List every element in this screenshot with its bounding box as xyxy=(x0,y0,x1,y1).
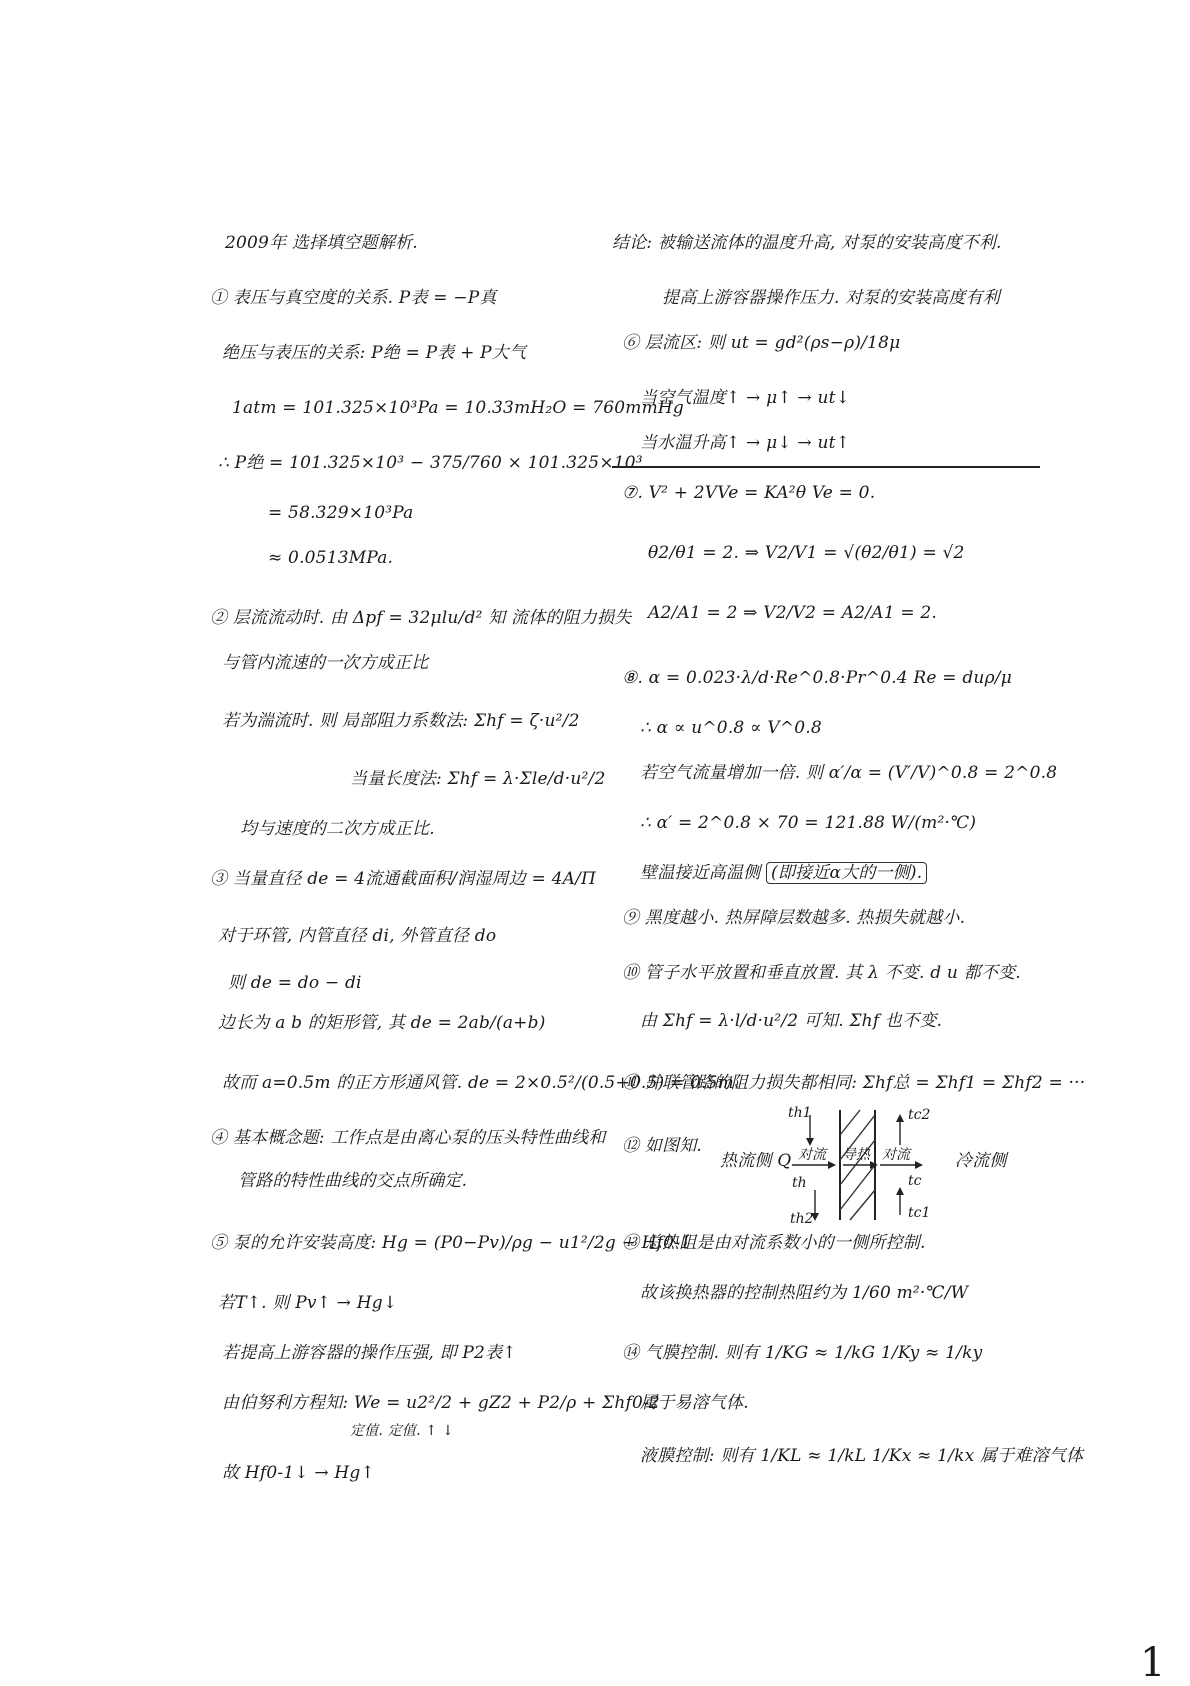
label-th2: th2 xyxy=(790,1211,814,1225)
label-conduction: 导热 xyxy=(842,1147,870,1163)
item-8-text: ⑧. α = 0.023·λ/d·Re^0.8·Pr^0.4 Re = duρ/μ xyxy=(622,668,1012,688)
conclusion-1: 结论: 被输送流体的温度升高, 对泵的安装高度不利. xyxy=(612,233,1002,253)
item-1-calc: ∴ P绝 = 101.325×10³ − 375/760 × 101.325×10³ xyxy=(218,453,643,473)
item-3-annulus: 对于环管, 内管直径 di, 外管直径 do xyxy=(218,926,497,946)
item-11-text: ⑪ 并联管路的阻力损失都相同: Σhf总 = Σhf1 = Σhf2 = ··· xyxy=(622,1073,1086,1093)
label-convection-2: 对流 xyxy=(882,1147,910,1163)
item-1-result-1: = 58.329×10³Pa xyxy=(268,503,414,523)
item-8-result: ∴ α′ = 2^0.8 × 70 = 121.88 W/(m²·℃) xyxy=(640,813,977,833)
item-1-absolute: 绝压与表压的关系: P绝 = P表 + P大气 xyxy=(222,343,527,363)
item-5-bernoulli: 由伯努利方程知: We = u2²/2 + gZ2 + P2/ρ + Σhf0-2 xyxy=(222,1393,660,1413)
item-4-text: ④ 基本概念题: 工作点是由离心泵的压头特性曲线和 xyxy=(210,1128,606,1148)
section-divider xyxy=(612,466,1040,468)
item-2-text: ② 层流流动时. 由 Δpf = 32μlu/d² 知 流体的阻力损失 xyxy=(210,608,632,628)
item-2-conclusion-2: 均与速度的二次方成正比. xyxy=(240,819,435,839)
label-tc1: tc1 xyxy=(908,1205,931,1221)
item-13-text: ⑬ 总热阻是由对流系数小的一侧所控制. xyxy=(622,1233,926,1253)
label-convection-1: 对流 xyxy=(798,1147,826,1163)
item-8-double: 若空气流量增加一倍. 则 α′/α = (V′/V)^0.8 = 2^0.8 xyxy=(640,763,1058,783)
label-th1: th1 xyxy=(788,1105,812,1121)
page-number: 1 xyxy=(1140,1640,1166,1686)
item-2-turbulent: 若为湍流时. 则 局部阻力系数法: Σhf = ζ·u²/2 xyxy=(222,711,580,731)
item-8-wall-temp xyxy=(640,862,927,884)
label-th: th xyxy=(792,1175,807,1191)
item-7-text: ⑦. V² + 2VVe = KA²θ Ve = 0. xyxy=(622,483,876,503)
item-3-text: ③ 当量直径 de = 4流通截面积/润湿周边 = 4A/Π xyxy=(210,869,597,889)
item-10-text: ⑩ 管子水平放置和垂直放置. 其 λ 不变. d u 都不变. xyxy=(622,963,1021,983)
item-6-water: 当水温升高↑ → μ↓ → ut↑ xyxy=(640,433,851,453)
heat-transfer-diagram xyxy=(780,1105,950,1225)
doc-title: 2009年 选择填空题解析. xyxy=(225,233,418,253)
item-5-pressure: 若提高上游容器的操作压强, 即 P2表↑ xyxy=(222,1343,517,1363)
item-1-atm: 1atm = 101.325×10³Pa = 10.33mH₂O = 760mmHg xyxy=(232,398,685,418)
item-2-equivalent: 当量长度法: Σhf = λ·Σle/d·u²/2 xyxy=(350,769,606,789)
item-5-temp: 若T↑. 则 Pv↑ → Hg↓ xyxy=(218,1293,398,1313)
item-4-text-2: 管路的特性曲线的交点所确定. xyxy=(238,1171,468,1191)
diagram-cold-side: 冷流侧 xyxy=(955,1151,1007,1171)
item-14-soluble: 属于易溶气体. xyxy=(640,1393,749,1413)
conclusion-2: 提高上游容器操作压力. 对泵的安装高度有利 xyxy=(662,288,1001,308)
item-6-air: 当空气温度↑ → μ↑ → ut↓ xyxy=(640,388,851,408)
item-2-conclusion: 与管内流速的一次方成正比 xyxy=(222,653,429,673)
item-7-time: θ2/θ1 = 2. ⇒ V2/V1 = √(θ2/θ1) = √2 xyxy=(648,543,965,563)
item-12-text: ⑫ 如图知. xyxy=(622,1136,703,1156)
item-8-proportional: ∴ α ∝ u^0.8 ∝ V^0.8 xyxy=(640,718,822,738)
item-8-wall-temp-note: (即接近α大的一侧). xyxy=(766,862,927,884)
item-14-liquid: 液膜控制: 则有 1/KL ≈ 1/kL 1/Kx ≈ 1/kx 属于难溶气体 xyxy=(640,1446,1084,1466)
item-5-conclusion: 故 Hf0-1↓ → Hg↑ xyxy=(222,1463,375,1483)
item-1-text: ① 表压与真空度的关系. P表 = −P真 xyxy=(210,288,497,308)
item-3-annulus-de: 则 de = do − di xyxy=(228,973,362,993)
item-1-result-2: ≈ 0.0513MPa. xyxy=(268,548,394,568)
item-9-text: ⑨ 黑度越小. 热屏障层数越多. 热损失就越小. xyxy=(622,908,966,928)
label-tc2: tc2 xyxy=(908,1107,931,1123)
item-3-rect: 边长为 a b 的矩形管, 其 de = 2ab/(a+b) xyxy=(218,1013,546,1033)
item-6-text: ⑥ 层流区: 则 ut = gd²(ρs−ρ)/18μ xyxy=(622,333,901,353)
item-10-conclusion: 由 Σhf = λ·l/d·u²/2 可知. Σhf 也不变. xyxy=(640,1011,943,1031)
item-5-text: ⑤ 泵的允许安装高度: Hg = (P0−Pv)/ρg − u1²/2g − Hf0-1 xyxy=(210,1233,692,1253)
item-13-result: 故该换热器的控制热阻约为 1/60 m²·℃/W xyxy=(640,1283,969,1303)
item-5-note: 定值. 定值. ↑ ↓ xyxy=(350,1423,454,1439)
diagram-hot-side: 热流侧 Q xyxy=(720,1151,792,1171)
item-14-gas: ⑭ 气膜控制. 则有 1/KG ≈ 1/kG 1/Ky ≈ 1/ky xyxy=(622,1343,983,1363)
item-7-area: A2/A1 = 2 ⇒ V2/V2 = A2/A1 = 2. xyxy=(648,603,937,623)
item-8-wall-temp-text: 壁温接近高温侧 xyxy=(640,863,761,883)
label-tc: tc xyxy=(908,1173,922,1189)
item-3-square: 故而 a=0.5m 的正方形通风管. de = 2×0.5²/(0.5+0.5) = 0.5m. xyxy=(222,1073,740,1093)
